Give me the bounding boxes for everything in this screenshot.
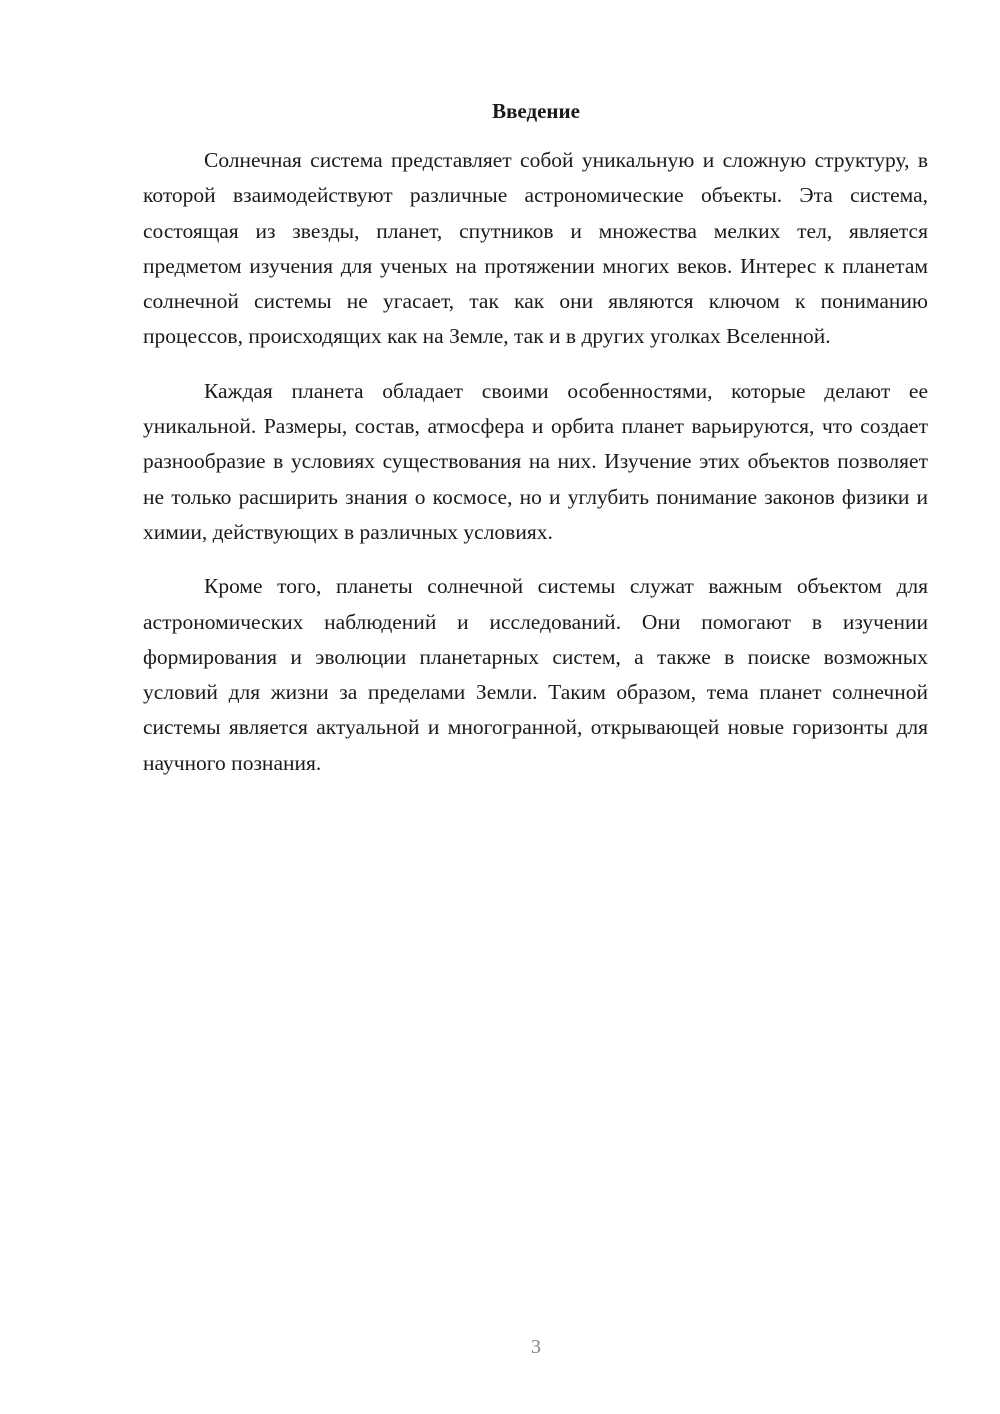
page-number: 3 bbox=[531, 1336, 541, 1358]
page-title: Введение bbox=[492, 99, 580, 123]
paragraph-2: Каждая планета обладает своими особенностями, которые делают ее уникальной. Размеры, состав, атмосфера и орбита планет варьируются, что создает разнообразие в условиях существования на них. Изучение этих объектов позволяет не только расширить знания о космосе, но и углубить понимание законов физики и химии, действующих в различных условиях. bbox=[143, 378, 928, 544]
body-text bbox=[143, 143, 928, 800]
paragraph-1: Солнечная система представляет собой уникальную и сложную структуру, в которой взаимодействуют различные астрономические объекты. Эта система, состоящая из звезды, планет, спутников и множества мелких тел, является предметом изучения для ученых на протяжении многих веков. Интерес к планетам солнечной системы не угасает, так как они являются ключом к пониманию процессов, происходящих как на Земле, так и в других уголках Вселенной. bbox=[143, 148, 928, 349]
paragraph-3: Кроме того, планеты солнечной системы служат важным объектом для астрономических наблюдений и исследований. Они помогают в изучении формирования и эволюции планетарных систем, а также в поиске возможных условий для жизни за пределами Земли. Таким образом, тема планет солнечной системы является актуальной и многогранной, открывающей новые горизонты для научного познания. bbox=[143, 574, 928, 775]
